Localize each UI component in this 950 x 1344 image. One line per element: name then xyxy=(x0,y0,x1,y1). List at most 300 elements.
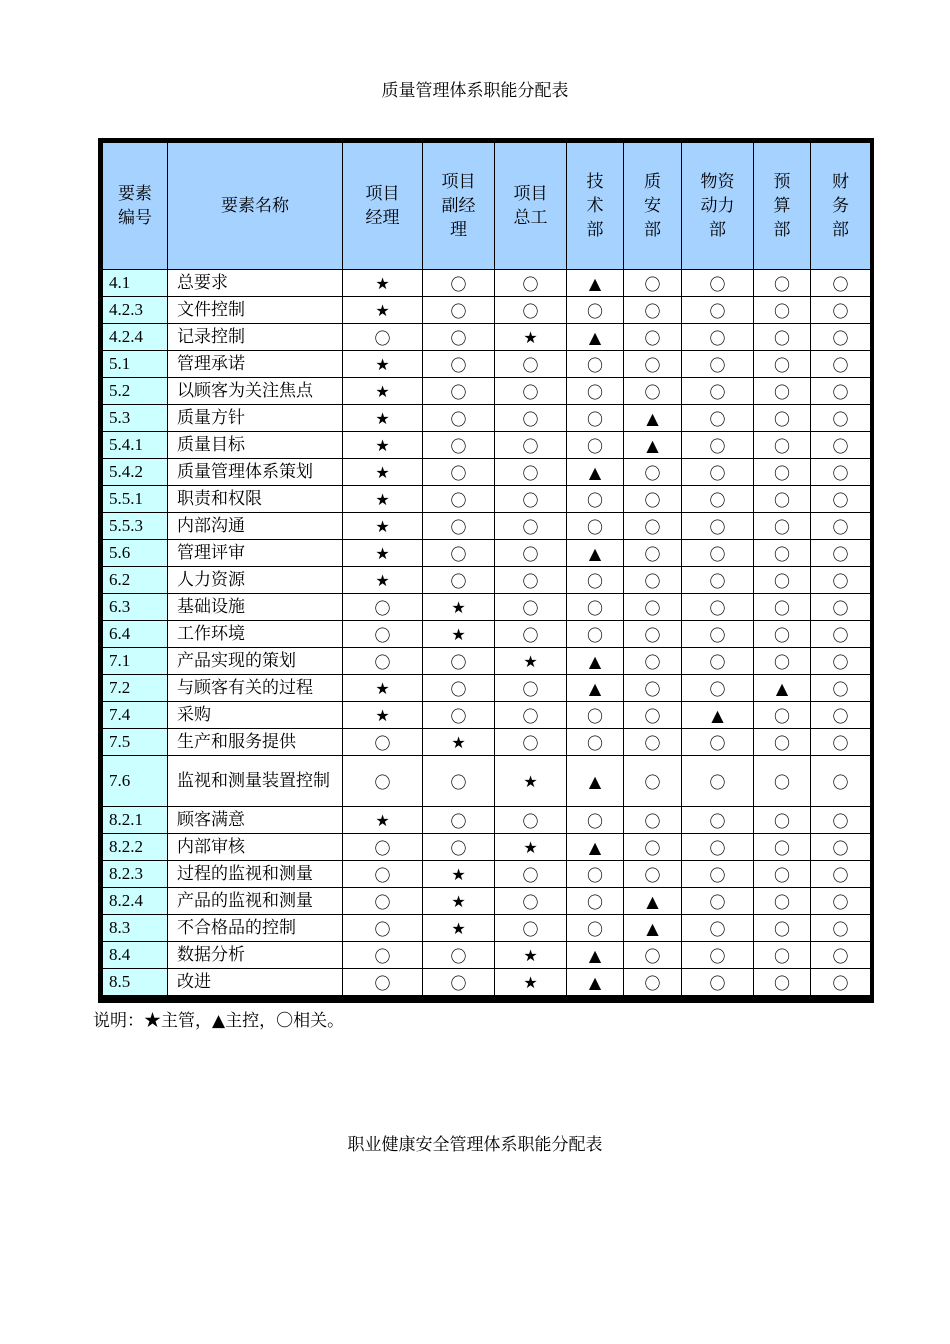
responsibility-cell: 〇 xyxy=(624,807,682,834)
responsibility-cell: 〇 xyxy=(754,351,811,378)
element-code-cell: 5.4.2 xyxy=(103,459,168,486)
element-code-cell: 4.2.3 xyxy=(103,297,168,324)
responsibility-cell: 〇 xyxy=(811,270,871,297)
table-row xyxy=(103,942,871,969)
responsibility-cell: 〇 xyxy=(495,459,567,486)
responsibility-cell: 〇 xyxy=(754,594,811,621)
element-name-cell: 人力资源 xyxy=(168,567,343,594)
responsibility-cell: ★ xyxy=(343,459,423,486)
responsibility-cell: 〇 xyxy=(811,756,871,807)
table-row xyxy=(103,486,871,513)
responsibility-cell: 〇 xyxy=(495,513,567,540)
responsibility-cell: 〇 xyxy=(682,486,754,513)
element-name-cell: 数据分析 xyxy=(168,942,343,969)
element-name-cell: 质量目标 xyxy=(168,432,343,459)
responsibility-cell: ★ xyxy=(423,915,495,942)
responsibility-cell: 〇 xyxy=(682,942,754,969)
table-row xyxy=(103,567,871,594)
element-name-cell: 内部沟通 xyxy=(168,513,343,540)
table-row xyxy=(103,513,871,540)
table-row xyxy=(103,861,871,888)
responsibility-cell: 〇 xyxy=(811,834,871,861)
responsibility-cell: 〇 xyxy=(811,297,871,324)
responsibility-cell: 〇 xyxy=(423,942,495,969)
element-code-cell: 6.3 xyxy=(103,594,168,621)
responsibility-cell: 〇 xyxy=(624,513,682,540)
responsibility-cell: 〇 xyxy=(754,888,811,915)
responsibility-cell: 〇 xyxy=(754,378,811,405)
element-name-cell: 以顾客为关注焦点 xyxy=(168,378,343,405)
responsibility-cell: 〇 xyxy=(754,297,811,324)
responsibility-cell: 〇 xyxy=(624,675,682,702)
responsibility-cell: 〇 xyxy=(495,270,567,297)
responsibility-cell: 〇 xyxy=(624,702,682,729)
element-name-cell: 顾客满意 xyxy=(168,807,343,834)
responsibility-cell: 〇 xyxy=(343,324,423,351)
element-code-cell: 8.3 xyxy=(103,915,168,942)
responsibility-cell: 〇 xyxy=(754,969,811,996)
responsibility-cell: 〇 xyxy=(682,567,754,594)
responsibility-cell: ★ xyxy=(343,351,423,378)
responsibility-cell: 〇 xyxy=(811,513,871,540)
responsibility-cell: 〇 xyxy=(495,567,567,594)
responsibility-cell: 〇 xyxy=(423,378,495,405)
responsibility-cell: 〇 xyxy=(495,675,567,702)
responsibility-cell: 〇 xyxy=(343,969,423,996)
responsibility-cell: 〇 xyxy=(682,594,754,621)
element-name-cell: 产品实现的策划 xyxy=(168,648,343,675)
element-code-cell: 7.2 xyxy=(103,675,168,702)
element-name-cell: 管理承诺 xyxy=(168,351,343,378)
responsibility-cell: 〇 xyxy=(682,324,754,351)
responsibility-cell: 〇 xyxy=(423,675,495,702)
responsibility-cell: 〇 xyxy=(567,915,624,942)
responsibility-cell: 〇 xyxy=(624,297,682,324)
responsibility-cell: ★ xyxy=(343,540,423,567)
header-materials-power-dept: 物资 动力 部 xyxy=(682,143,754,270)
element-name-cell: 与顾客有关的过程 xyxy=(168,675,343,702)
responsibility-cell: 〇 xyxy=(811,621,871,648)
responsibility-cell: 〇 xyxy=(423,297,495,324)
page-title: 质量管理体系职能分配表 xyxy=(381,81,569,101)
responsibility-cell: 〇 xyxy=(624,942,682,969)
element-name-cell: 文件控制 xyxy=(168,297,343,324)
element-code-cell: 7.1 xyxy=(103,648,168,675)
element-code-cell: 5.3 xyxy=(103,405,168,432)
responsibility-cell: 〇 xyxy=(754,270,811,297)
element-code-cell: 5.1 xyxy=(103,351,168,378)
responsibility-cell: 〇 xyxy=(754,621,811,648)
responsibility-cell: ★ xyxy=(343,270,423,297)
element-name-cell: 不合格品的控制 xyxy=(168,915,343,942)
responsibility-cell: 〇 xyxy=(423,834,495,861)
responsibility-cell: 〇 xyxy=(567,486,624,513)
responsibility-cell: 〇 xyxy=(343,942,423,969)
responsibility-cell: 〇 xyxy=(754,942,811,969)
responsibility-cell: ▲ xyxy=(624,405,682,432)
responsibility-cell: ★ xyxy=(343,297,423,324)
responsibility-cell: 〇 xyxy=(567,432,624,459)
responsibility-cell: 〇 xyxy=(343,915,423,942)
responsibility-cell: 〇 xyxy=(811,702,871,729)
responsibility-cell: 〇 xyxy=(423,486,495,513)
responsibility-cell: ★ xyxy=(343,675,423,702)
responsibility-cell: 〇 xyxy=(624,861,682,888)
responsibility-cell: 〇 xyxy=(811,324,871,351)
responsibility-cell: 〇 xyxy=(682,540,754,567)
responsibility-cell: 〇 xyxy=(811,540,871,567)
responsibility-cell: ▲ xyxy=(567,942,624,969)
responsibility-cell: 〇 xyxy=(682,351,754,378)
element-code-cell: 5.6 xyxy=(103,540,168,567)
responsibility-cell: 〇 xyxy=(811,459,871,486)
responsibility-cell: 〇 xyxy=(811,405,871,432)
responsibility-cell: ★ xyxy=(423,621,495,648)
responsibility-cell: ★ xyxy=(343,378,423,405)
responsibility-cell: 〇 xyxy=(754,648,811,675)
responsibility-cell: 〇 xyxy=(811,594,871,621)
responsibility-cell: 〇 xyxy=(682,888,754,915)
responsibility-cell: 〇 xyxy=(624,378,682,405)
responsibility-cell: 〇 xyxy=(754,567,811,594)
responsibility-cell: ★ xyxy=(423,729,495,756)
table-row xyxy=(103,888,871,915)
responsibility-cell: ★ xyxy=(343,702,423,729)
responsibility-cell: 〇 xyxy=(811,888,871,915)
responsibility-cell: 〇 xyxy=(624,648,682,675)
responsibility-cell: 〇 xyxy=(495,702,567,729)
element-name-cell: 质量管理体系策划 xyxy=(168,459,343,486)
responsibility-cell: 〇 xyxy=(423,756,495,807)
responsibility-cell: ▲ xyxy=(567,648,624,675)
header-project-manager: 项目 经理 xyxy=(343,143,423,270)
responsibility-cell: 〇 xyxy=(423,567,495,594)
element-name-cell: 职责和权限 xyxy=(168,486,343,513)
responsibility-cell: ▲ xyxy=(567,675,624,702)
responsibility-cell: ★ xyxy=(343,486,423,513)
responsibility-cell: 〇 xyxy=(811,807,871,834)
responsibility-cell: 〇 xyxy=(423,807,495,834)
responsibility-cell: 〇 xyxy=(495,594,567,621)
responsibility-cell: 〇 xyxy=(811,915,871,942)
responsibility-cell: 〇 xyxy=(624,969,682,996)
responsibility-cell: 〇 xyxy=(811,351,871,378)
responsibility-cell: 〇 xyxy=(495,297,567,324)
element-name-cell: 记录控制 xyxy=(168,324,343,351)
responsibility-cell: 〇 xyxy=(624,324,682,351)
element-code-cell: 4.2.4 xyxy=(103,324,168,351)
header-finance-dept: 财 务 部 xyxy=(811,143,871,270)
responsibility-cell: 〇 xyxy=(811,486,871,513)
responsibility-cell: 〇 xyxy=(811,648,871,675)
element-code-cell: 6.4 xyxy=(103,621,168,648)
table-row xyxy=(103,915,871,942)
responsibility-cell: 〇 xyxy=(624,459,682,486)
element-code-cell: 8.2.4 xyxy=(103,888,168,915)
responsibility-cell: 〇 xyxy=(423,648,495,675)
responsibility-cell: 〇 xyxy=(754,459,811,486)
responsibility-cell: 〇 xyxy=(624,567,682,594)
responsibility-cell: 〇 xyxy=(754,807,811,834)
responsibility-cell: 〇 xyxy=(811,729,871,756)
responsibility-cell: 〇 xyxy=(754,405,811,432)
responsibility-cell: 〇 xyxy=(811,567,871,594)
responsibility-cell: ★ xyxy=(495,834,567,861)
element-name-cell: 内部审核 xyxy=(168,834,343,861)
table-row xyxy=(103,594,871,621)
table-row xyxy=(103,459,871,486)
responsibility-cell: 〇 xyxy=(682,969,754,996)
responsibility-cell: 〇 xyxy=(682,621,754,648)
responsibility-cell: 〇 xyxy=(495,351,567,378)
responsibility-cell: 〇 xyxy=(682,756,754,807)
responsibility-cell: ▲ xyxy=(567,459,624,486)
responsibility-cell: 〇 xyxy=(423,405,495,432)
responsibility-cell: 〇 xyxy=(811,969,871,996)
responsibility-cell: 〇 xyxy=(423,540,495,567)
responsibility-cell: ▲ xyxy=(567,969,624,996)
responsibility-cell: 〇 xyxy=(682,729,754,756)
legend-note: 说明：★主管，▲主控，〇相关。 xyxy=(93,1011,345,1031)
element-name-cell: 质量方针 xyxy=(168,405,343,432)
table-row xyxy=(103,648,871,675)
responsibility-cell: 〇 xyxy=(754,915,811,942)
element-code-cell: 7.5 xyxy=(103,729,168,756)
responsibility-cell: 〇 xyxy=(682,675,754,702)
responsibility-cell: 〇 xyxy=(567,513,624,540)
responsibility-cell: 〇 xyxy=(624,756,682,807)
responsibility-cell: 〇 xyxy=(567,702,624,729)
responsibility-cell: ★ xyxy=(343,807,423,834)
responsibility-cell: 〇 xyxy=(624,540,682,567)
responsibility-cell: 〇 xyxy=(495,540,567,567)
responsibility-cell: 〇 xyxy=(811,378,871,405)
responsibility-cell: 〇 xyxy=(343,594,423,621)
responsibility-cell: 〇 xyxy=(495,405,567,432)
responsibility-cell: 〇 xyxy=(343,861,423,888)
responsibility-cell: 〇 xyxy=(343,621,423,648)
responsibility-cell: 〇 xyxy=(624,270,682,297)
responsibility-cell: 〇 xyxy=(567,729,624,756)
element-code-cell: 4.1 xyxy=(103,270,168,297)
responsibility-cell: 〇 xyxy=(567,567,624,594)
responsibility-cell: ★ xyxy=(495,756,567,807)
element-code-cell: 8.2.1 xyxy=(103,807,168,834)
element-name-cell: 工作环境 xyxy=(168,621,343,648)
responsibility-cell: 〇 xyxy=(423,969,495,996)
table-row xyxy=(103,540,871,567)
responsibility-cell: 〇 xyxy=(567,378,624,405)
header-budget-dept: 预 算 部 xyxy=(754,143,811,270)
responsibility-cell: 〇 xyxy=(624,486,682,513)
table-row xyxy=(103,807,871,834)
responsibility-cell: 〇 xyxy=(624,621,682,648)
responsibility-cell: 〇 xyxy=(343,888,423,915)
table-row xyxy=(103,432,871,459)
responsibility-cell: ▲ xyxy=(567,834,624,861)
responsibility-cell: 〇 xyxy=(754,432,811,459)
responsibility-cell: 〇 xyxy=(423,459,495,486)
element-code-cell: 5.4.1 xyxy=(103,432,168,459)
responsibility-cell: 〇 xyxy=(343,756,423,807)
responsibility-cell: ★ xyxy=(423,861,495,888)
function-allocation-table xyxy=(102,142,871,996)
responsibility-cell: 〇 xyxy=(754,834,811,861)
header-chief-engineer: 项目 总工 xyxy=(495,143,567,270)
table-row xyxy=(103,405,871,432)
responsibility-cell: ★ xyxy=(423,594,495,621)
header-element-name: 要素名称 xyxy=(168,143,343,270)
table-row xyxy=(103,702,871,729)
responsibility-cell: 〇 xyxy=(682,432,754,459)
table-row xyxy=(103,270,871,297)
responsibility-cell: ▲ xyxy=(567,756,624,807)
table-row xyxy=(103,729,871,756)
responsibility-cell: 〇 xyxy=(495,621,567,648)
responsibility-cell: 〇 xyxy=(624,729,682,756)
table-row xyxy=(103,297,871,324)
responsibility-cell: ★ xyxy=(495,969,567,996)
responsibility-cell: 〇 xyxy=(495,729,567,756)
responsibility-cell: 〇 xyxy=(423,351,495,378)
responsibility-cell: 〇 xyxy=(682,861,754,888)
responsibility-cell: 〇 xyxy=(567,807,624,834)
responsibility-cell: 〇 xyxy=(754,540,811,567)
responsibility-cell: ★ xyxy=(495,942,567,969)
responsibility-cell: 〇 xyxy=(423,432,495,459)
header-technical-dept: 技 术 部 xyxy=(567,143,624,270)
responsibility-cell: 〇 xyxy=(423,270,495,297)
element-code-cell: 8.2.3 xyxy=(103,861,168,888)
responsibility-cell: ▲ xyxy=(567,324,624,351)
element-code-cell: 5.2 xyxy=(103,378,168,405)
responsibility-cell: 〇 xyxy=(754,486,811,513)
responsibility-cell: 〇 xyxy=(682,807,754,834)
element-code-cell: 5.5.3 xyxy=(103,513,168,540)
responsibility-cell: 〇 xyxy=(495,888,567,915)
responsibility-cell: ▲ xyxy=(567,270,624,297)
responsibility-cell: 〇 xyxy=(682,378,754,405)
responsibility-cell: 〇 xyxy=(811,675,871,702)
header-deputy-manager: 项目 副经 理 xyxy=(423,143,495,270)
responsibility-cell: ▲ xyxy=(682,702,754,729)
table-row xyxy=(103,324,871,351)
element-code-cell: 8.4 xyxy=(103,942,168,969)
responsibility-cell: 〇 xyxy=(682,459,754,486)
responsibility-cell: 〇 xyxy=(682,648,754,675)
table-row xyxy=(103,675,871,702)
responsibility-cell: 〇 xyxy=(567,297,624,324)
responsibility-cell: 〇 xyxy=(754,324,811,351)
element-name-cell: 产品的监视和测量 xyxy=(168,888,343,915)
responsibility-cell: ★ xyxy=(423,888,495,915)
matrix-frame xyxy=(98,138,874,1003)
element-code-cell: 7.6 xyxy=(103,756,168,807)
responsibility-cell: 〇 xyxy=(682,405,754,432)
element-code-cell: 6.2 xyxy=(103,567,168,594)
element-code-cell: 5.5.1 xyxy=(103,486,168,513)
responsibility-cell: 〇 xyxy=(682,270,754,297)
table-row xyxy=(103,969,871,996)
responsibility-cell: 〇 xyxy=(567,861,624,888)
table-row xyxy=(103,621,871,648)
responsibility-cell: 〇 xyxy=(567,351,624,378)
responsibility-cell: 〇 xyxy=(754,702,811,729)
responsibility-cell: ★ xyxy=(343,405,423,432)
responsibility-cell: 〇 xyxy=(423,513,495,540)
responsibility-cell: 〇 xyxy=(567,405,624,432)
element-name-cell: 基础设施 xyxy=(168,594,343,621)
responsibility-cell: ★ xyxy=(343,513,423,540)
header-quality-safety-dept: 质 安 部 xyxy=(624,143,682,270)
responsibility-cell: 〇 xyxy=(754,756,811,807)
element-name-cell: 监视和测量装置控制 xyxy=(168,756,343,807)
table-row xyxy=(103,756,871,807)
responsibility-cell: 〇 xyxy=(495,807,567,834)
element-code-cell: 8.2.2 xyxy=(103,834,168,861)
responsibility-cell: 〇 xyxy=(495,861,567,888)
section-title: 职业健康安全管理体系职能分配表 xyxy=(347,1135,603,1155)
table-body xyxy=(103,270,871,996)
responsibility-cell: 〇 xyxy=(682,834,754,861)
responsibility-cell: 〇 xyxy=(567,621,624,648)
responsibility-cell: 〇 xyxy=(495,486,567,513)
responsibility-cell: ★ xyxy=(343,567,423,594)
responsibility-cell: ★ xyxy=(495,648,567,675)
responsibility-cell: 〇 xyxy=(754,729,811,756)
responsibility-cell: 〇 xyxy=(682,297,754,324)
responsibility-cell: 〇 xyxy=(682,513,754,540)
element-name-cell: 改进 xyxy=(168,969,343,996)
responsibility-cell: ▲ xyxy=(567,540,624,567)
responsibility-cell: 〇 xyxy=(754,861,811,888)
table-row xyxy=(103,378,871,405)
responsibility-cell: ▲ xyxy=(754,675,811,702)
element-name-cell: 生产和服务提供 xyxy=(168,729,343,756)
responsibility-cell: 〇 xyxy=(567,888,624,915)
responsibility-cell: 〇 xyxy=(811,432,871,459)
responsibility-cell: 〇 xyxy=(811,861,871,888)
responsibility-cell: ▲ xyxy=(624,432,682,459)
responsibility-cell: 〇 xyxy=(423,324,495,351)
header-element-code: 要素 编号 xyxy=(103,143,168,270)
element-name-cell: 采购 xyxy=(168,702,343,729)
header-row xyxy=(103,143,871,270)
responsibility-cell: ▲ xyxy=(624,915,682,942)
element-name-cell: 过程的监视和测量 xyxy=(168,861,343,888)
table-row xyxy=(103,834,871,861)
responsibility-cell: 〇 xyxy=(567,594,624,621)
element-name-cell: 管理评审 xyxy=(168,540,343,567)
responsibility-cell: ★ xyxy=(495,324,567,351)
responsibility-cell: 〇 xyxy=(343,648,423,675)
responsibility-cell: 〇 xyxy=(343,834,423,861)
responsibility-cell: 〇 xyxy=(754,513,811,540)
responsibility-cell: 〇 xyxy=(423,702,495,729)
responsibility-cell: 〇 xyxy=(682,915,754,942)
responsibility-cell: 〇 xyxy=(343,729,423,756)
responsibility-cell: ★ xyxy=(343,432,423,459)
responsibility-cell: 〇 xyxy=(495,378,567,405)
responsibility-cell: 〇 xyxy=(495,432,567,459)
responsibility-cell: 〇 xyxy=(624,834,682,861)
responsibility-cell: 〇 xyxy=(495,915,567,942)
element-code-cell: 8.5 xyxy=(103,969,168,996)
responsibility-cell: ▲ xyxy=(624,888,682,915)
responsibility-cell: 〇 xyxy=(624,594,682,621)
responsibility-cell: 〇 xyxy=(811,942,871,969)
responsibility-cell: 〇 xyxy=(624,351,682,378)
